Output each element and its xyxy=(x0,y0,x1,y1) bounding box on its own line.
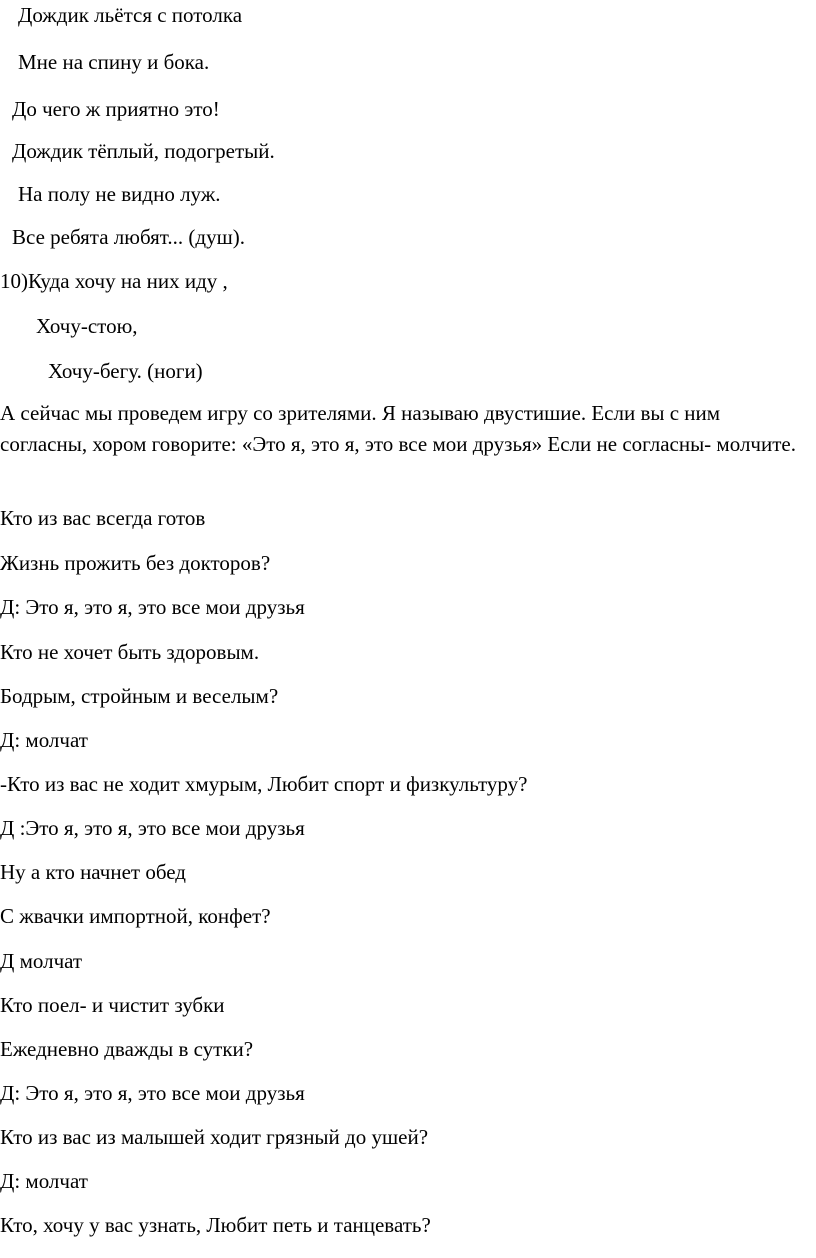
game-line: Д :Это я, это я, это все мои друзья xyxy=(0,816,305,840)
riddle-line: 10)Куда хочу на них иду , xyxy=(0,269,228,293)
game-intro-paragraph: А сейчас мы проведем игру со зрителями. Я называю двустишие. Если вы с ним согласны, хором говорите: «Это я, это я, это все мои друзья» Если не согласны- молчите. xyxy=(0,401,796,456)
game-line: Кто не хочет быть здоровым. xyxy=(0,640,260,664)
game-line: Ну а кто начнет обед xyxy=(0,860,186,884)
poem-line: На полу не видно луж. xyxy=(18,182,221,206)
game-line: Д: молчат xyxy=(0,1169,88,1193)
riddle-line: Хочу-бегу. (ноги) xyxy=(48,359,203,383)
game-line: Д: Это я, это я, это все мои друзья xyxy=(0,595,305,619)
game-line: Кто из вас всегда готов xyxy=(0,506,206,530)
poem-line: Дождик льётся с потолка xyxy=(18,3,243,27)
game-line: Бодрым, стройным и веселым? xyxy=(0,684,279,708)
poem-line: Все ребята любят... (душ). xyxy=(12,225,245,249)
game-line: -Кто из вас не ходит хмурым, Любит спорт и физкультуру? xyxy=(0,772,528,796)
game-line: Жизнь прожить без докторов? xyxy=(0,551,271,575)
game-line: Кто, хочу у вас узнать, Любит петь и танцевать? xyxy=(0,1213,431,1237)
game-line: Д молчат xyxy=(0,949,83,973)
poem-line: До чего ж приятно это! xyxy=(12,97,220,121)
game-line: Д: Это я, это я, это все мои друзья xyxy=(0,1081,305,1105)
poem-line: Дождик тёплый, подогретый. xyxy=(12,139,275,163)
game-line: Кто поел- и чистит зубки xyxy=(0,993,225,1017)
game-line: С жвачки импортной, конфет? xyxy=(0,904,271,928)
game-line: Ежедневно дважды в сутки? xyxy=(0,1037,254,1061)
poem-line: Мне на спину и бока. xyxy=(18,50,210,74)
game-line: Д: молчат xyxy=(0,728,88,752)
riddle-line: Хочу-стою, xyxy=(36,314,138,338)
game-line: Кто из вас из малышей ходит грязный до ушей? xyxy=(0,1125,429,1149)
